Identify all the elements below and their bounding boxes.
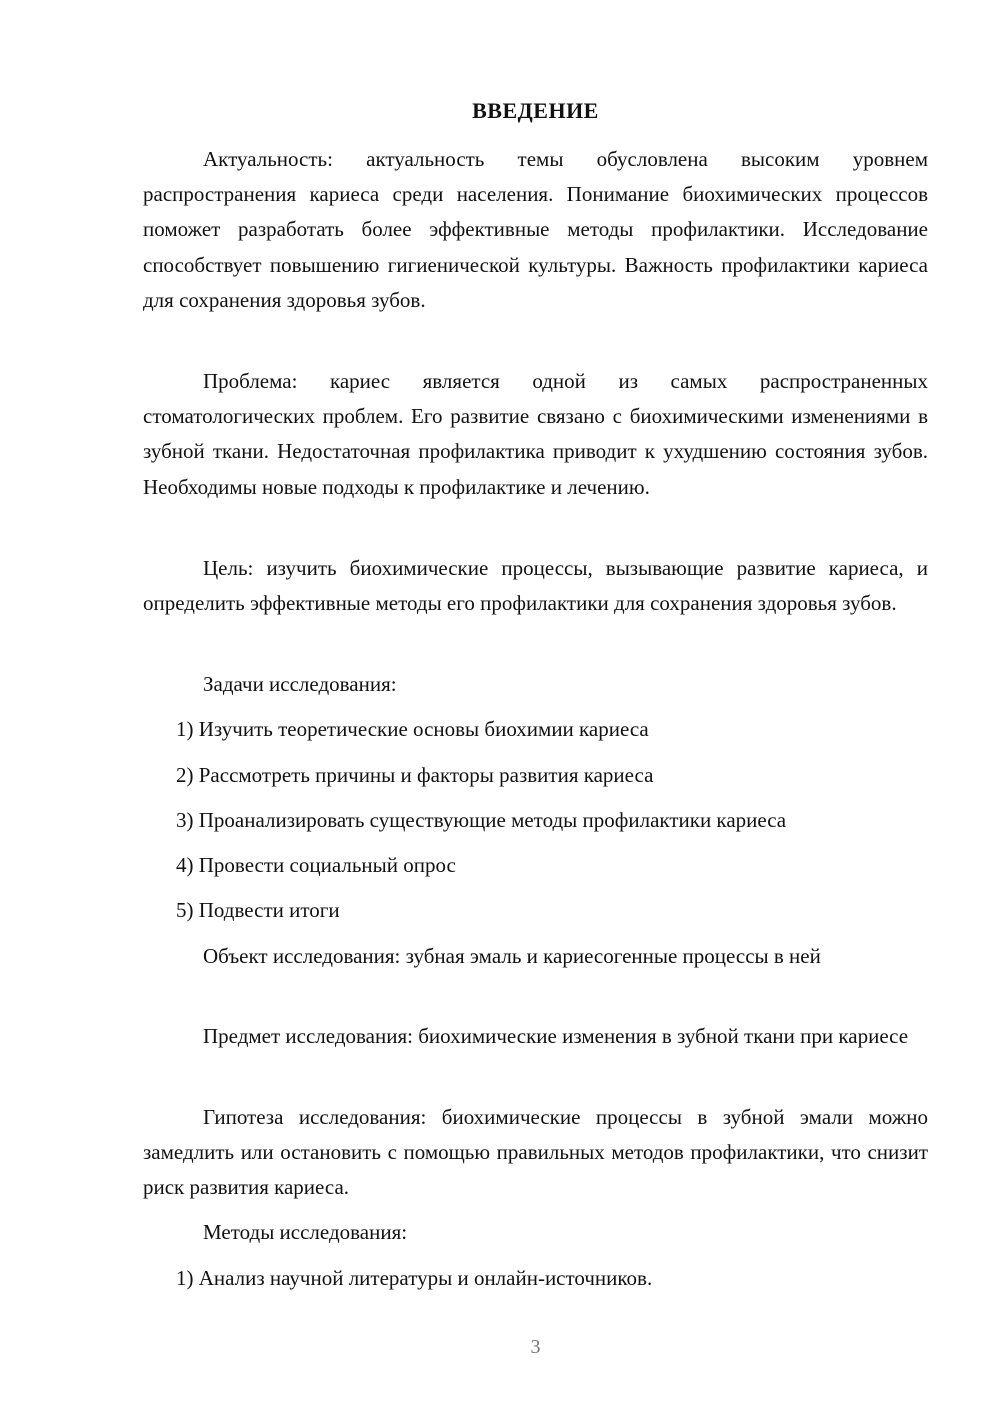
paragraph-hypothesis: Гипотеза исследования: биохимические процессы в зубной эмали можно замедлить или остановить с помощью правильных методов профилактики, что снизит риск развития кариеса.	[143, 1105, 928, 1200]
task-item-2: 2) Рассмотреть причины и факторы развития кариеса	[176, 763, 654, 787]
tasks-heading: Задачи исследования:	[203, 672, 397, 696]
paragraph-problem: Проблема: кариес является одной из самых распространенных стоматологических проблем. Его развитие связано с биохимическими изменениями в зубной ткани. Недостаточная профилактика приводит к ухудшению состояния зубов. Необходимы новые подходы к профилактике и лечению.	[143, 369, 928, 499]
paragraph-goal: Цель: изучить биохимические процессы, вызывающие развитие кариеса, и определить эффективные методы его профилактики для сохранения здоровья зубов.	[143, 556, 928, 616]
paragraph-relevance: Актуальность: актуальность темы обусловлена высоким уровнем распространения кариеса среди населения. Понимание биохимических процессов поможет разработать более эффективные методы профилактики. Исследование способствует повышению гигиенической культуры. Важность профилактики кариеса для сохранения здоровья зубов.	[143, 147, 928, 312]
document-page	[143, 0, 928, 1414]
task-item-1: 1) Изучить теоретические основы биохимии кариеса	[176, 717, 649, 741]
paragraph-object: Объект исследования: зубная эмаль и кариесогенные процессы в ней	[203, 944, 821, 968]
task-item-5: 5) Подвести итоги	[176, 898, 340, 922]
paragraph-subject: Предмет исследования: биохимические изменения в зубной ткани при кариесе	[203, 1024, 909, 1048]
methods-heading: Методы исследования:	[203, 1220, 408, 1244]
task-item-4: 4) Провести социальный опрос	[176, 853, 456, 877]
task-item-3: 3) Проанализировать существующие методы профилактики кариеса	[176, 808, 787, 832]
page-number: 3	[530, 1336, 541, 1358]
page-title: ВВЕДЕНИЕ	[472, 98, 599, 123]
method-item-1: 1) Анализ научной литературы и онлайн-источников.	[176, 1266, 653, 1290]
